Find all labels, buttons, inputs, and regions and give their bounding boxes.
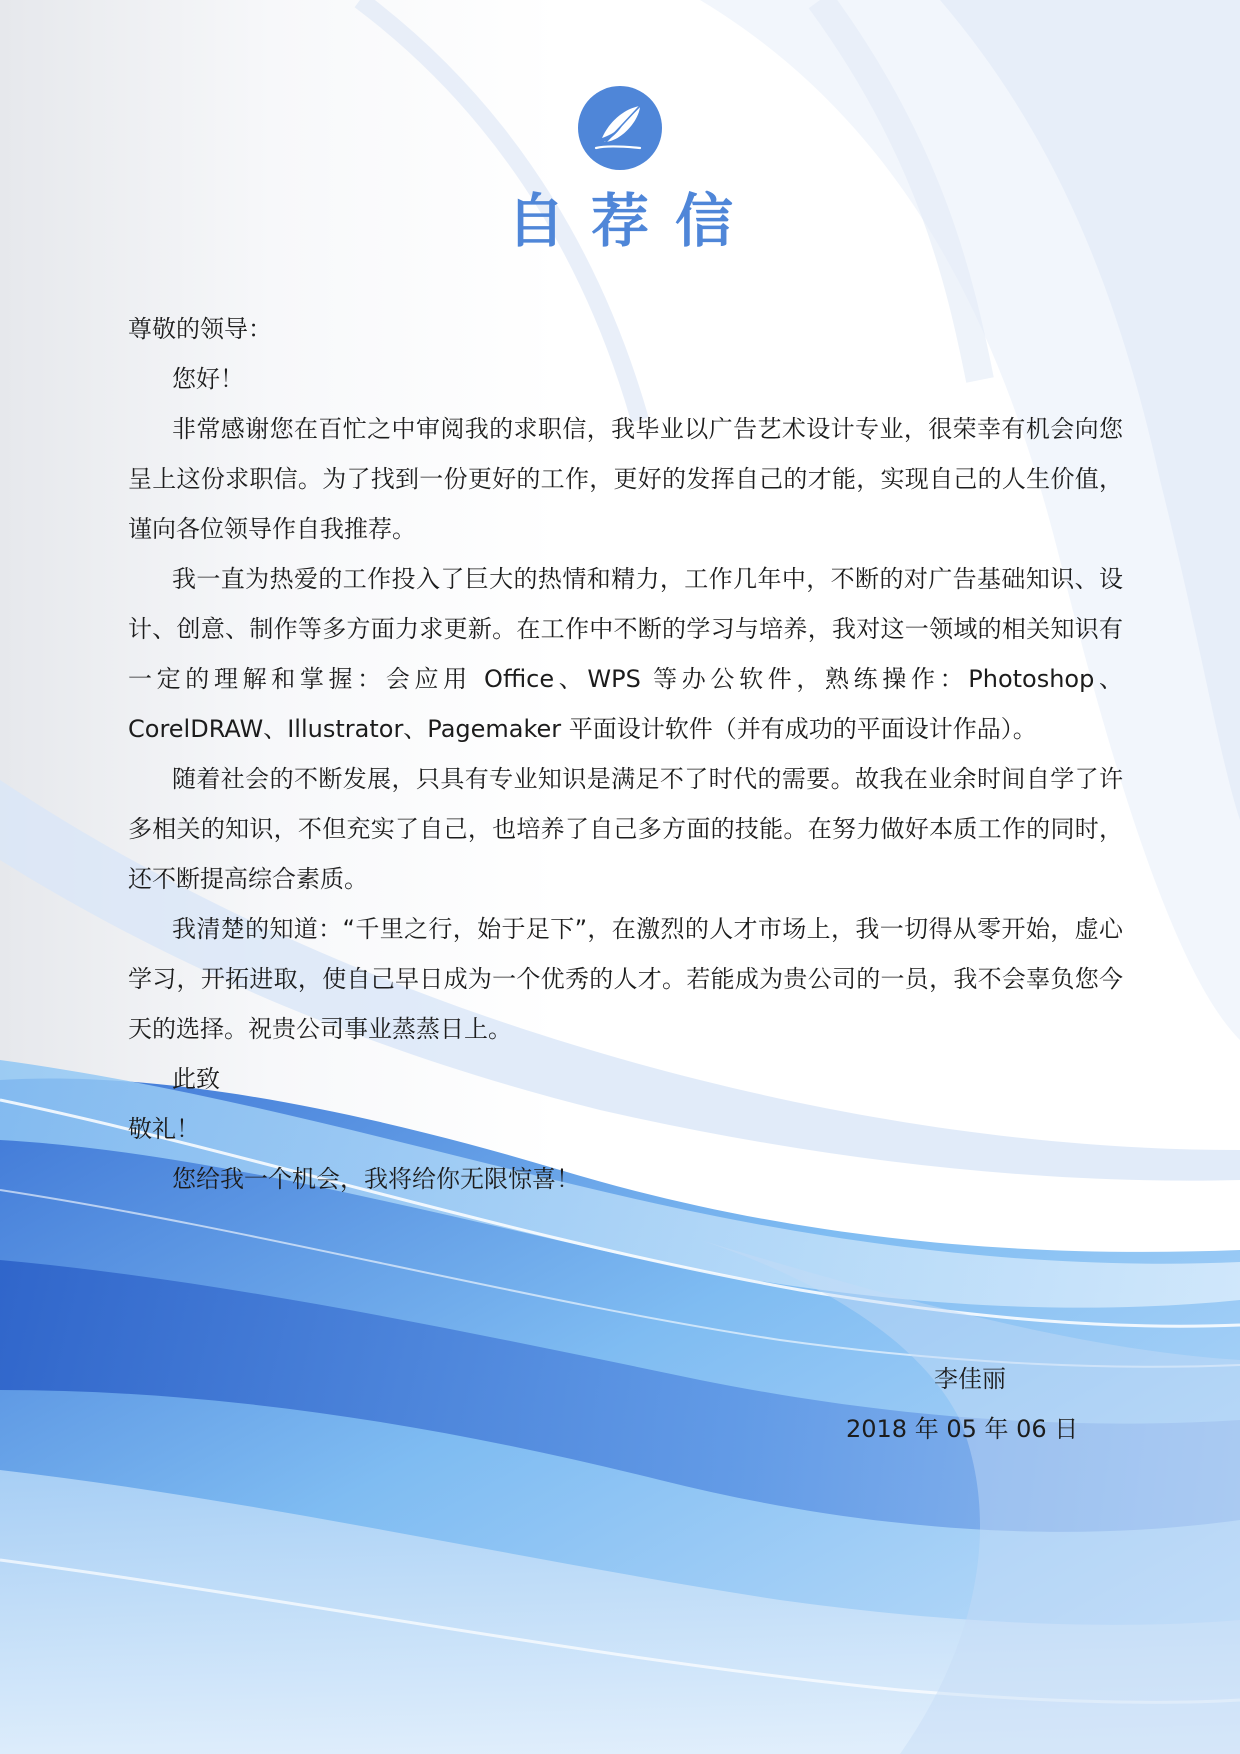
salutation: 尊敬的领导：	[128, 315, 272, 343]
greeting: 您好！	[172, 365, 244, 393]
letter-body	[128, 304, 1123, 1204]
page-title: 自荐信	[506, 187, 759, 255]
paragraph-3: 随着社会的不断发展，只具有专业知识是满足不了时代的需要。故我在业余时间自学了许多相关的知识，不但充实了自己，也培养了自己多方面的技能。在努力做好本质工作的同时，还不断提高综合素质。	[128, 765, 1123, 893]
paragraph-4: 我清楚的知道：“千里之行，始于足下”，在激烈的人才市场上，我一切得从零开始，虚心学习，开拓进取，使自己早日成为一个优秀的人才。若能成为贵公司的一员，我不会辜负您今天的选择。祝贵公司事业蒸蒸日上。	[128, 915, 1123, 1043]
feather-logo-badge	[578, 86, 662, 170]
paragraph-1: 非常感谢您在百忙之中审阅我的求职信，我毕业以广告艺术设计专业，很荣幸有机会向您呈上这份求职信。为了找到一份更好的工作，更好的发挥自己的才能，实现自己的人生价值，谨向各位领导作自我推荐。	[128, 415, 1123, 543]
closing-regards: 此致	[172, 1065, 220, 1093]
paragraph-2: 我一直为热爱的工作投入了巨大的热情和精力，工作几年中，不断的对广告基础知识、设计、创意、制作等多方面力求更新。在工作中不断的学习与培养，我对这一领域的相关知识有一定的理解和掌握：会应用 Office、WPS 等办公软件，熟练操作：Photoshop、CorelDRAW、Illustrator、Pagemaker 平面设计软件（并有成功的平面设计作品）。	[128, 565, 1123, 743]
signature-name: 李佳丽	[934, 1365, 1006, 1393]
closing-line: 您给我一个机会，我将给你无限惊喜！	[172, 1165, 580, 1193]
closing-salute: 敬礼！	[128, 1115, 200, 1143]
signature-date: 2018 年 05 年 06 日	[846, 1415, 1079, 1443]
feather-quill-icon	[578, 86, 662, 170]
